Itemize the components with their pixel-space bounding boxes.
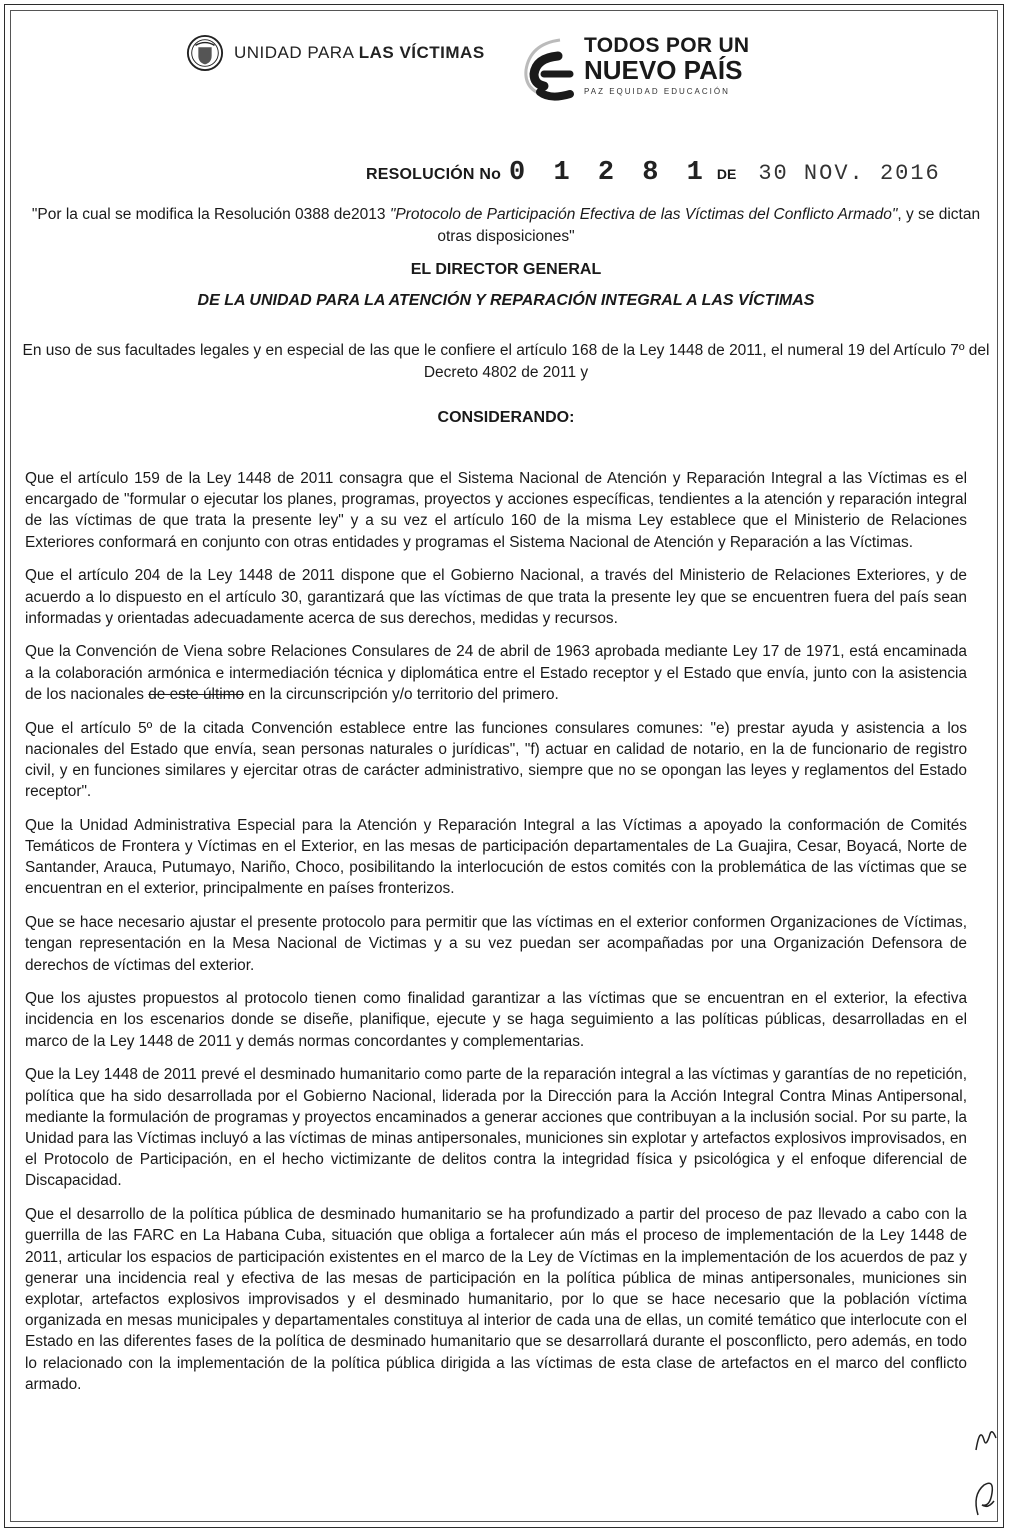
unidad-logo-prefix: UNIDAD PARA — [234, 43, 359, 62]
paragraph-3 — [25, 641, 967, 705]
struck-text: de este último — [148, 685, 245, 703]
paragraph-3-a: Que la Convención de Viena sobre Relaciones Consulares de 24 de abril de 1963 aprobada mediante Ley 17 de 1971, está encaminada a la colaboración armónica e intermediación técnica y diplomática entre el Estado receptor y el Estado que envía, junto con la asistencia de los nacionales — [25, 643, 967, 703]
nuevo-pais-swirl-icon — [514, 22, 578, 108]
paragraph-3-b: en la circunscripción y/o territorio del primero. — [244, 685, 559, 703]
resolution-heading — [366, 158, 941, 188]
paragraph-9: Que el desarrollo de la política pública de desminado humanitario se ha profundizado a partir del proceso de paz llevado a cabo con la guerrilla de las FARC en La Habana Cuba, situación que obliga a fortalecer aún más el proceso de implementación de la Ley 1448 de 2011, articular los espacios de participación existentes en el marco de la Ley de Víctimas en la implementación de los acuerdos de paz y generar una incidencia real y efectiva de las mesas de participación en la política pública de minas antipersonales, municiones sin explotar, artefactos explosivos improvisados y el desminado humanitario, por lo que se hace necesario que la población víctima organizada en mesas municipales y departamentales constituya al interior de cada una de ellas, un comité temático que interlocute con el Estado en las diferentes fases de la política de desminado humanitario que se desarrollará durante el posconflicto, pero además, en todo lo relacionado con la implementación de la política pública dirigida a las víctimas de esta clase de artefactos en el marco del conflicto armado. — [25, 1206, 967, 1393]
considerations-body — [25, 468, 967, 1407]
considerando-heading: CONSIDERANDO: — [437, 409, 575, 426]
paragraph-6: Que se hace necesario ajustar el presente protocolo para permitir que las víctimas en el exterior conformen Organizaciones de Víctimas, tengan representación en la Mesa Nacional de Victimas y a su vez puedan ser acompañadas por una Organización Defensora de derechos de víctimas del exterior. — [25, 914, 967, 974]
colombia-coat-of-arms-icon — [186, 34, 224, 72]
paragraph-1: Que el artículo 159 de la Ley 1448 de 2011 consagra que el Sistema Nacional de Atención y Reparación Integral a las Víctimas es el encargado de "formular o ejecutar los planes, programas, proyectos y acciones específicas, tendientes a la atención y reparación integral de las víctimas de que trata la presente ley" y a su vez el artículo 160 de la misma Ley establece que el Ministerio de Relaciones Exteriores conformará en conjunto con otras entidades y programas el Sistema Nacional de Atención y Reparación a las Víctimas. — [25, 470, 967, 551]
subject-part-1: "Por la cual se modifica la Resolución 0388 de2013 — [31, 206, 390, 223]
handwritten-signature-icon — [968, 1475, 1000, 1521]
subject-italic: "Protocolo de Participación Efectiva de las Víctimas del Conflicto Armado" — [389, 206, 898, 223]
paragraph-2: Que el artículo 204 de la Ley 1448 de 2011 dispone que el Gobierno Nacional, a través del Ministerio de Relaciones Exteriores, y de acuerdo a lo dispuesto en el artículo 30, garantizará que las víctimas de que trata la presente ley que se encuentren fuera del país sean informadas y orientadas adecuadamente acerca de sus derechos, medidas y recursos. — [25, 567, 967, 627]
paragraph-7: Que los ajustes propuestos al protocolo tienen como finalidad garantizar a las víctimas que se encuentran en el exterior, la efectiva incidencia en los escenarios donde se diseñe, planifique, ejecute y se haga seguimiento a las políticas públicas, desarrolladas en el marco de la Ley 1448 de 2011 y demás normas concordantes y complementarias. — [25, 990, 967, 1050]
paragraph-4: Que el artículo 5º de la citada Convención establece entre las funciones consulares comunes: "e) prestar ayuda y asistencia a los nacionales del Estado que envía, sean personas naturales o jurídicas", "f) actuar en calidad de notario, en la de funcionario de registro civil, y en funciones similares y ejercitar otras de carácter administrativo, siempre que no se opongan las leyes y reglamentos del Estado receptor". — [25, 719, 967, 801]
faculties-text: En uso de sus facultades legales y en especial de las que le confiere el artículo 168 de la Ley 1448 de 2011, el numeral 19 del Artículo 7º del Decreto 4802 de 2011 y — [22, 342, 990, 381]
resolution-number: 0 1 2 8 1 — [509, 158, 709, 188]
subject-part-2: , y se dictan otras disposiciones" — [437, 206, 981, 245]
paragraph-5: Que la Unidad Administrativa Especial para la Atención y Reparación Integral a las Víctimas a apoyado la conformación de Comités Temáticos de Frontera y Víctimas en el Exterior, en las mesas de participación departamentales de La Guajira, Cesar, Boyacá, Norte de Santander, Arauca, Putumayo, Nariño, Choco, posibilitando la interlocución de estos comités con la problemática de las víctimas que se encuentran en el exterior, principalmente en países fronterizos. — [25, 816, 967, 898]
paragraph-8: Que la Ley 1448 de 2011 prevé el desminado humanitario como parte de la reparación integral a las víctimas y garantías de no repetición, política que ha sido desarrollada por el Gobierno Nacional, liderada por la Dirección para la Acción Integral Contra Minas Antipersonal, mediante la formulación de programas y proyectos encaminados a generar acciones que contribuyan a la inclusión social. Por su parte, la Unidad para las Víctimas incluyó a las víctimas de minas antipersonales, municiones sin explotar y artefactos explosivos improvisados, en el Protocolo de Participación, en el hecho victimizante de delitos contra la integridad física y psicológica y el enfoque diferencial de Discapacidad. — [25, 1066, 967, 1190]
unidad-logo-bold: LAS VÍCTIMAS — [358, 43, 485, 62]
slogan-line-1: TODOS POR UN — [584, 33, 750, 57]
resolution-de: DE — [716, 166, 737, 182]
todos-por-un-nuevo-pais-logo — [514, 22, 749, 108]
slogan-line-3: PAZ EQUIDAD EDUCACIÓN — [584, 86, 730, 96]
slogan-line-2: NUEVO PAÍS — [584, 54, 743, 85]
unidad-victimas-logo — [186, 34, 485, 72]
director-heading: EL DIRECTOR GENERAL — [410, 261, 602, 278]
unidad-heading: DE LA UNIDAD PARA LA ATENCIÓN Y REPARACIÓN INTEGRAL A LAS VÍCTIMAS — [197, 292, 815, 309]
resolution-subject — [20, 204, 992, 248]
resolution-label: RESOLUCIÓN No — [366, 166, 502, 183]
resolution-date: 30 NOV. 2016 — [758, 161, 941, 186]
initials-signature-icon — [970, 1420, 1000, 1460]
unidad-logo-text — [234, 43, 485, 63]
